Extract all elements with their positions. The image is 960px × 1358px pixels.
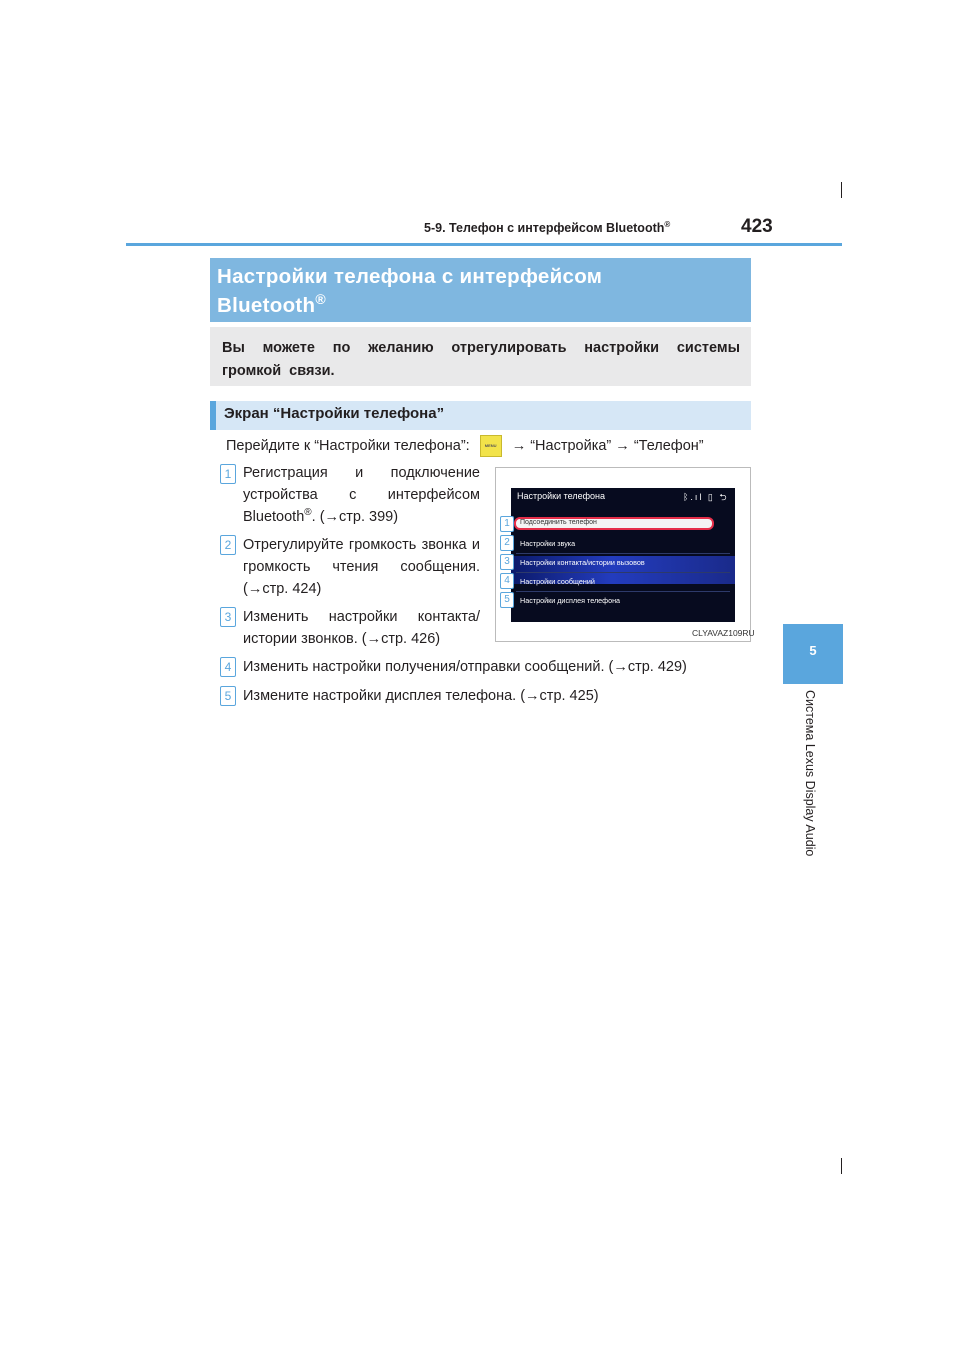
header-rule	[126, 243, 842, 246]
item-number-1: 1	[220, 464, 236, 484]
screen-item-messages: Настройки сообщений	[520, 577, 595, 586]
screen-separator	[516, 591, 730, 592]
screen-callout-3: 3	[500, 554, 514, 570]
screen-callout-1: 1	[500, 516, 514, 532]
item-2-text: Отрегулируйте громкость звонка и громкость чтения сообщения. (→стр. 424)	[243, 537, 480, 597]
screen-status-icons: ᛒ.ıl ▯ ⮌	[683, 492, 729, 502]
screen-title: Настройки телефона	[517, 491, 606, 501]
figure-code: CLYAVAZ109RU	[692, 628, 755, 638]
intro-text: Вы можете по желанию отрегулировать настройки системы громкой связи.	[222, 340, 740, 379]
screen-item-connect-phone: Подсоединить телефон	[520, 519, 597, 526]
screen-separator	[516, 553, 730, 554]
screen-item-display: Настройки дисплея телефона	[520, 596, 621, 605]
screen-callout-4: 4	[500, 573, 514, 589]
chapter-number: 5	[809, 643, 817, 658]
item-5-text: Измените настройки дисплея телефона. (→стр. 425)	[243, 688, 599, 704]
crop-mark-bottom	[841, 1158, 842, 1174]
section-header: 5-9. Телефон с интерфейсом Bluetooth®	[424, 220, 671, 236]
item-number-2: 2	[220, 535, 236, 555]
page-title: Настройки телефона с интерфейсом Bluetooth®	[217, 265, 603, 317]
screen-callout-5: 5	[500, 592, 514, 608]
item-4-text: Изменить настройки получения/отправки сообщений. (→стр. 429)	[243, 659, 687, 675]
crop-mark-top	[841, 182, 842, 198]
screen-item-contacts: Настройки контакта/истории вызовов	[520, 558, 645, 567]
screen-callout-2: 2	[500, 535, 514, 551]
screen-item-sound: Настройки звука	[520, 539, 576, 548]
item-number-5: 5	[220, 686, 236, 706]
page-number: 423	[741, 216, 773, 237]
screen-separator	[516, 572, 730, 573]
menu-button-icon: MENU	[480, 435, 502, 457]
chapter-title: Система Lexus Display Audio	[803, 690, 817, 857]
subtitle-bar	[210, 401, 216, 430]
item-3-text: Изменить настройки контакта/истории звонков. (→стр. 426)	[243, 609, 480, 647]
item-number-4: 4	[220, 657, 236, 677]
item-number-3: 3	[220, 607, 236, 627]
navigation-instruction: Перейдите к “Настройки телефона”: MENU → “Настройка” → “Телефон”	[226, 435, 704, 457]
item-1-text: Регистрация и подключение устройства с интерфейсом Bluetooth®. (→стр. 399)	[243, 465, 480, 525]
subtitle: Экран “Настройки телефона”	[224, 405, 445, 422]
